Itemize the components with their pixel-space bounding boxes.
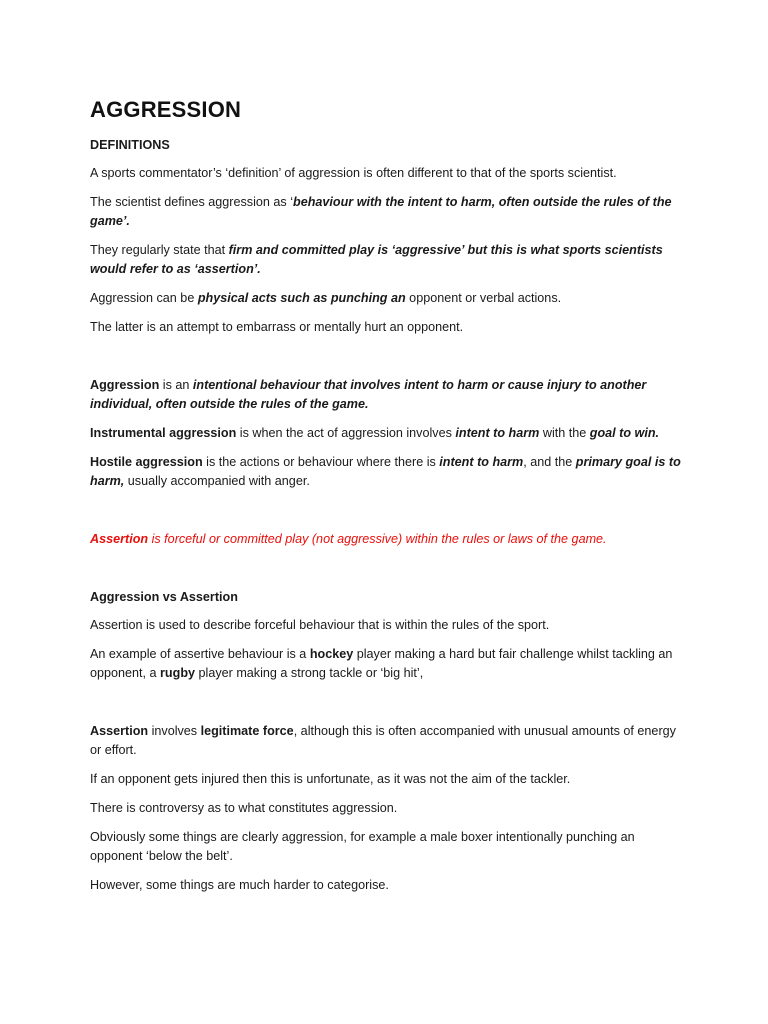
paragraph-physical-acts [90,289,690,308]
paragraph-boxer-example: Obviously some things are clearly aggression, for example a male boxer intentionally punching an opponent ‘below the belt’. [90,830,635,863]
document-body [90,92,690,905]
bold-span: rugby [160,666,196,680]
emphasis-span: intent to harm [455,426,540,440]
bold-span: Instrumental aggression [90,426,237,440]
aggression-vs-assertion-heading: Aggression vs Assertion [90,590,238,604]
text-span: An example of assertive behaviour is a [90,647,310,661]
text-span: is the actions or behaviour where there is [202,455,440,469]
text-span: opponent or verbal actions. [405,291,562,305]
text-span: The scientist defines aggression as ‘ [90,195,294,209]
paragraph-verbal-embarrass: The latter is an attempt to embarrass or mentally hurt an opponent. [90,320,464,334]
paragraph-instrumental-aggression [90,424,690,443]
spacer [90,559,690,588]
paragraph-scientist-definition [90,193,690,231]
text-span: player making a hard but fair challenge whilst tackling an opponent, a [90,647,673,680]
emphasis-span: intent to harm [439,455,524,469]
paragraph-firm-committed-play [90,241,690,279]
text-span: , and the [523,455,576,469]
emphasis-span: physical acts such as punching an [197,291,406,305]
text-span: with the [539,426,590,440]
text-span: usually accompanied with anger. [124,474,310,488]
emphasis-span: firm and committed play is ‘aggressive’ but this is what sports scientists would refer to as ‘assertion’. [90,243,663,276]
spacer [90,693,690,722]
emphasis-span: behaviour with the intent to harm, often outside the rules of the game’. [90,195,672,228]
text-span: involves [148,724,201,738]
emphasis-span: intentional behaviour that involves intent to harm or cause injury to another individual, often outside the rules of the game. [90,378,647,411]
paragraph-controversy: There is controversy as to what constitutes aggression. [90,801,398,815]
text-span: is when the act of aggression involves [236,426,456,440]
document-title: AGGRESSION [90,97,242,122]
bold-span: hockey [309,647,354,661]
text-span: Aggression can be [90,291,198,305]
italic-span: is forceful or committed play (not aggressive) within the rules or laws of the game. [148,532,607,546]
spacer [90,501,690,530]
definitions-heading: DEFINITIONS [90,138,170,152]
paragraph-commentator-definition: A sports commentator’s ‘definition’ of aggression is often different to that of the sports scientist. [90,166,617,180]
text-span: , although this is often accompanied with unusual amounts of energy or effort. [90,724,676,757]
paragraph-hostile-aggression [90,453,690,491]
paragraph-assertion-forceful: Assertion is used to describe forceful behaviour that is within the rules of the sport. [90,618,550,632]
paragraph-harder-to-categorise: However, some things are much harder to categorise. [90,878,389,892]
text-span: player making a strong tackle or ‘big hit’, [195,666,424,680]
paragraph-assertion-definition [90,530,690,549]
emphasis-span: Assertion [90,532,149,546]
paragraph-aggression-definition [90,376,690,414]
text-span: is an [159,378,193,392]
spacer [90,347,690,376]
paragraph-legitimate-force [90,722,690,760]
emphasis-span: primary goal is to harm, [90,455,681,488]
text-span: They regularly state that [90,243,229,257]
bold-span: Assertion [90,724,149,738]
emphasis-span: goal to win. [589,426,660,440]
bold-span: Aggression [90,378,160,392]
paragraph-assertive-example [90,645,690,683]
bold-span: legitimate force [200,724,294,738]
paragraph-opponent-injured: If an opponent gets injured then this is unfortunate, as it was not the aim of the tackler. [90,772,571,786]
bold-span: Hostile aggression [90,455,203,469]
